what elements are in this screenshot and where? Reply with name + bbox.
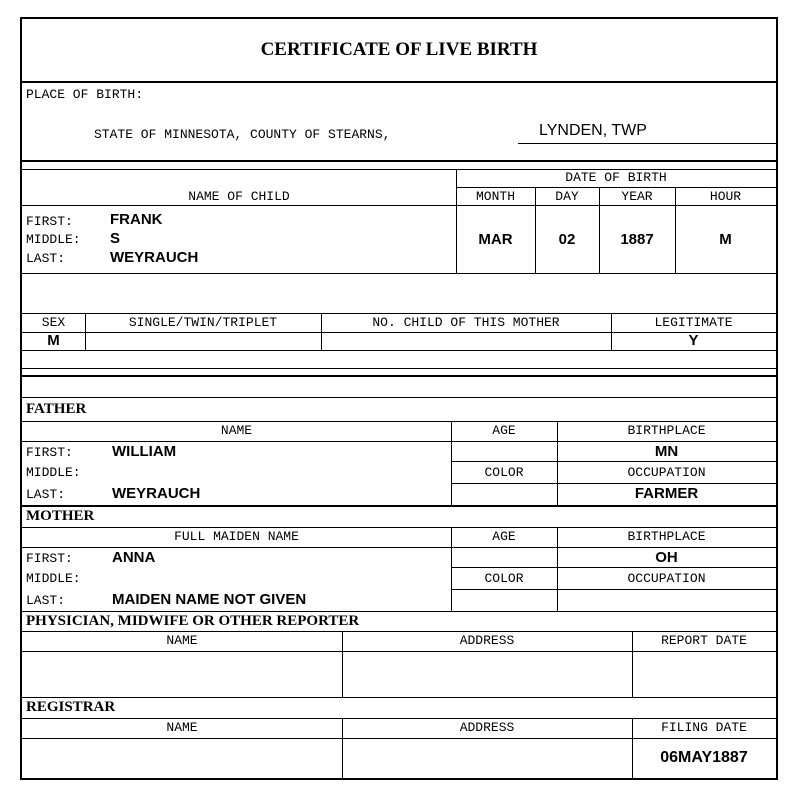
state-county-text: STATE OF MINNESOTA, COUNTY OF STEARNS, bbox=[94, 127, 391, 142]
mother-birthplace: OH bbox=[655, 549, 678, 566]
divider bbox=[22, 527, 776, 528]
divider bbox=[22, 738, 776, 739]
place-of-birth-label: PLACE OF BIRTH: bbox=[26, 87, 144, 102]
father-occupation-label: OCCUPATION bbox=[627, 465, 706, 480]
divider bbox=[22, 350, 776, 351]
divider bbox=[22, 313, 776, 314]
divider bbox=[22, 421, 776, 422]
birth-day: 02 bbox=[558, 231, 576, 248]
child-first-name: FRANK bbox=[110, 211, 163, 228]
mother-name-label: FULL MAIDEN NAME bbox=[174, 529, 299, 544]
physician-address-label: ADDRESS bbox=[459, 633, 515, 648]
divider bbox=[22, 397, 776, 398]
child-middle-name: S bbox=[110, 230, 121, 247]
birth-year: 1887 bbox=[620, 231, 654, 248]
registrar-address-label: ADDRESS bbox=[459, 720, 515, 735]
physician-name-label: NAME bbox=[166, 633, 198, 648]
divider bbox=[22, 547, 776, 548]
divider bbox=[22, 441, 776, 442]
father-occupation: FARMER bbox=[634, 485, 699, 502]
father-first-name: WILLIAM bbox=[112, 443, 177, 460]
divider bbox=[451, 567, 776, 568]
filing-date: 06MAY1887 bbox=[660, 749, 748, 766]
divider bbox=[22, 273, 776, 274]
report-date-label: REPORT DATE bbox=[661, 633, 747, 648]
filing-date-label: FILING DATE bbox=[661, 720, 747, 735]
father-middle-label: MIDDLE: bbox=[26, 465, 81, 480]
divider bbox=[451, 421, 452, 505]
child-number-label: NO. CHILD OF THIS MOTHER bbox=[372, 315, 560, 330]
month-label: MONTH bbox=[475, 189, 515, 204]
divider bbox=[456, 187, 776, 188]
birth-month: MAR bbox=[478, 231, 513, 248]
mother-first-name: ANNA bbox=[112, 549, 156, 566]
divider bbox=[451, 589, 776, 590]
divider bbox=[22, 611, 776, 612]
father-birthplace-label: BIRTHPLACE bbox=[627, 423, 706, 438]
registrar-name-label: NAME bbox=[166, 720, 198, 735]
mother-color-label: COLOR bbox=[484, 571, 524, 586]
physician-section-title: PHYSICIAN, MIDWIFE OR OTHER REPORTER bbox=[26, 613, 360, 629]
father-last-label: LAST: bbox=[26, 487, 66, 502]
registrar-section-title: REGISTRAR bbox=[26, 699, 116, 715]
divider bbox=[451, 527, 452, 611]
mother-first-label: FIRST: bbox=[26, 551, 73, 566]
legitimate-label: LEGITIMATE bbox=[654, 315, 733, 330]
sex-label: SEX bbox=[41, 315, 66, 330]
divider bbox=[22, 697, 776, 698]
child-last-name: WEYRAUCH bbox=[110, 249, 199, 266]
name-of-child-label: NAME OF CHILD bbox=[188, 189, 290, 204]
father-first-label: FIRST: bbox=[26, 445, 73, 460]
divider bbox=[22, 81, 776, 83]
legitimate-value: Y bbox=[688, 332, 699, 349]
divider bbox=[557, 527, 558, 611]
hour-label: HOUR bbox=[709, 189, 742, 204]
mother-last-label: LAST: bbox=[26, 593, 66, 608]
child-last-label: LAST: bbox=[26, 251, 66, 266]
father-age-label: AGE bbox=[492, 423, 516, 438]
divider bbox=[22, 651, 776, 652]
certificate-title: CERTIFICATE OF LIVE BIRTH bbox=[260, 39, 538, 60]
mother-last-name: MAIDEN NAME NOT GIVEN bbox=[112, 591, 307, 608]
child-middle-label: MIDDLE: bbox=[26, 232, 81, 247]
mother-birthplace-label: BIRTHPLACE bbox=[627, 529, 706, 544]
mother-section-title: MOTHER bbox=[26, 508, 95, 524]
township-underline bbox=[518, 143, 776, 144]
township-value: LYNDEN, TWP bbox=[539, 122, 647, 139]
divider bbox=[22, 375, 776, 377]
mother-occupation-label: OCCUPATION bbox=[627, 571, 706, 586]
plurality-label: SINGLE/TWIN/TRIPLET bbox=[128, 315, 278, 330]
divider bbox=[456, 169, 457, 273]
birth-certificate bbox=[20, 17, 778, 780]
father-section-title: FATHER bbox=[26, 401, 87, 417]
father-birthplace: MN bbox=[654, 443, 679, 460]
divider bbox=[451, 461, 776, 462]
father-name-label: NAME bbox=[220, 423, 253, 438]
mother-age-label: AGE bbox=[492, 529, 516, 544]
divider bbox=[22, 505, 776, 507]
divider bbox=[22, 160, 776, 162]
divider bbox=[22, 205, 776, 206]
sex-value: M bbox=[47, 332, 60, 349]
birth-hour: M bbox=[719, 231, 732, 248]
year-label: YEAR bbox=[621, 189, 653, 204]
child-first-label: FIRST: bbox=[26, 214, 73, 229]
day-label: DAY bbox=[555, 189, 579, 204]
divider bbox=[451, 483, 776, 484]
mother-middle-label: MIDDLE: bbox=[26, 571, 81, 586]
divider bbox=[22, 631, 776, 632]
father-last-name: WEYRAUCH bbox=[112, 485, 201, 502]
father-color-label: COLOR bbox=[484, 465, 524, 480]
divider bbox=[22, 368, 776, 369]
date-of-birth-label: DATE OF BIRTH bbox=[565, 170, 667, 185]
divider bbox=[22, 718, 776, 719]
